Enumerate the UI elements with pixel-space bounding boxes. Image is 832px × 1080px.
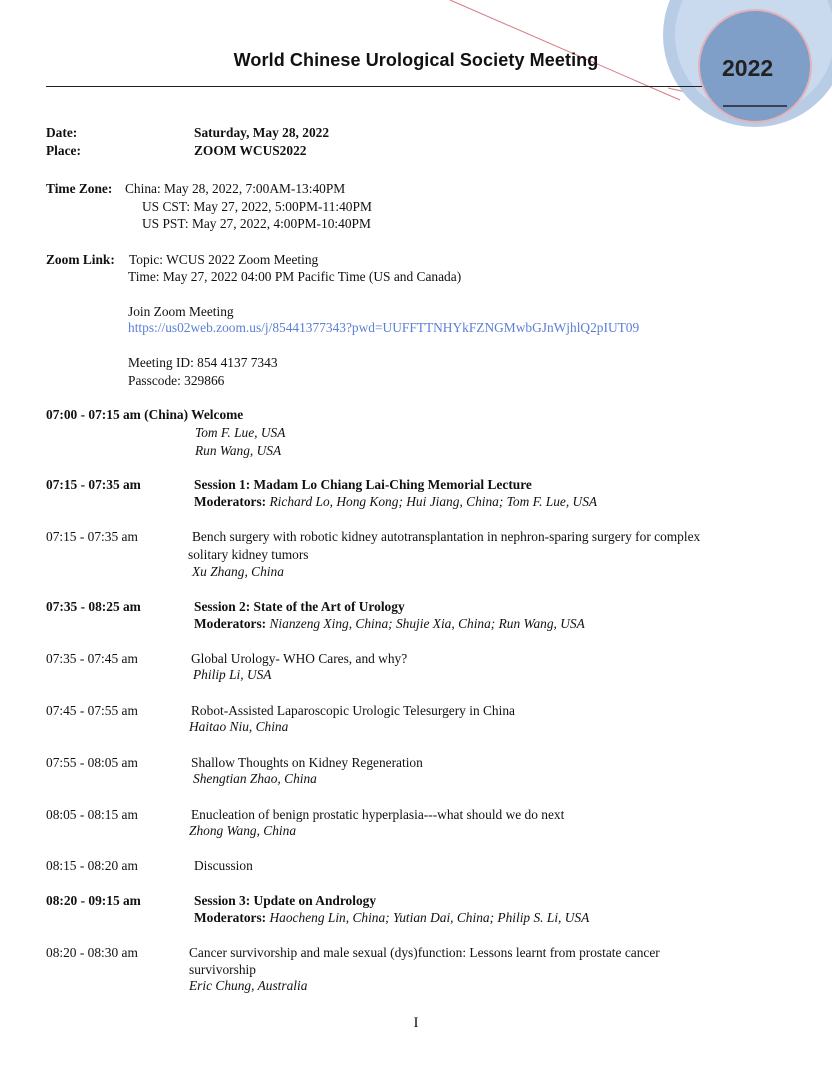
document-title: World Chinese Urological Society Meeting	[233, 50, 599, 70]
session-title: Session 1: Madam Lo Chiang Lai-Ching Memorial Lecture	[194, 477, 532, 492]
talk-speaker: Xu Zhang, China	[192, 564, 284, 579]
session-title: Session 2: State of the Art of Urology	[194, 599, 405, 614]
place-value: ZOOM WCUS2022	[194, 143, 307, 158]
moderators-names: Nianzeng Xing, China; Shujie Xia, China; Run Wang, USA	[269, 616, 585, 631]
talk-speaker: Eric Chung, Australia	[189, 978, 308, 993]
session-time: 07:35 - 08:25 am	[46, 599, 141, 614]
moderators-names: Richard Lo, Hong Kong; Hui Jiang, China; Tom F. Lue, USA	[269, 494, 598, 509]
timezone-cst: US CST: May 27, 2022, 5:00PM-11:40PM	[142, 199, 372, 214]
talk-time: 07:15 - 07:35 am	[46, 529, 138, 544]
date-label: Date:	[46, 125, 78, 140]
talk-title: Bench surgery with robotic kidney autotransplantation in nephron-sparing surgery for complex	[192, 529, 701, 544]
session-time: 07:15 - 07:35 am	[46, 477, 141, 492]
talk-speaker: Philip Li, USA	[193, 667, 272, 682]
talk-title: Global Urology- WHO Cares, and why?	[191, 651, 408, 666]
talk-title: Shallow Thoughts on Kidney Regeneration	[191, 755, 423, 770]
talk-time: 07:45 - 07:55 am	[46, 703, 138, 718]
zoom-topic: Topic: WCUS 2022 Zoom Meeting	[129, 252, 319, 267]
talk-time: 08:20 - 08:30 am	[46, 945, 138, 960]
date-value: Saturday, May 28, 2022	[194, 125, 330, 140]
year-badge: 2022	[722, 55, 774, 81]
talk-title: Discussion	[194, 858, 253, 873]
talk-title: solitary kidney tumors	[188, 547, 309, 562]
timezone-pst: US PST: May 27, 2022, 4:00PM-10:40PM	[142, 216, 371, 231]
place-label: Place:	[46, 143, 81, 158]
talk-time: 07:55 - 08:05 am	[46, 755, 138, 770]
talk-title: Cancer survivorship and male sexual (dys)function: Lessons learnt from prostate cancer	[189, 945, 660, 960]
talk-time: 08:05 - 08:15 am	[46, 807, 138, 822]
meeting-id: Meeting ID: 854 4137 7343	[128, 355, 278, 370]
session-title: Session 3: Update on Andrology	[194, 893, 377, 908]
session-moderators	[194, 615, 585, 633]
talk-title: survivorship	[189, 962, 256, 977]
welcome-heading: 07:00 - 07:15 am (China) Welcome	[46, 407, 244, 422]
talk-title: Robot-Assisted Laparoscopic Urologic Telesurgery in China	[191, 703, 515, 718]
session-time: 08:20 - 09:15 am	[46, 893, 141, 908]
moderators-label: Moderators:	[194, 494, 267, 509]
session-moderators	[194, 909, 589, 927]
timezone-label: Time Zone:	[46, 181, 113, 196]
moderators-label: Moderators:	[194, 910, 267, 925]
moderators-names: Haocheng Lin, China; Yutian Dai, China; Philip S. Li, USA	[269, 910, 590, 925]
talk-speaker: Haitao Niu, China	[189, 719, 289, 734]
title-divider	[46, 86, 702, 87]
welcome-speaker: Run Wang, USA	[195, 443, 282, 458]
talk-speaker: Zhong Wang, China	[189, 823, 297, 838]
talk-time: 08:15 - 08:20 am	[46, 858, 138, 873]
passcode: Passcode: 329866	[128, 373, 225, 388]
talk-title: Enucleation of benign prostatic hyperplasia---what should we do next	[191, 807, 565, 822]
session-moderators	[194, 493, 597, 511]
zoom-time: Time: May 27, 2022 04:00 PM Pacific Time (US and Canada)	[128, 269, 462, 284]
join-zoom-label: Join Zoom Meeting	[128, 304, 234, 319]
talk-speaker: Shengtian Zhao, China	[193, 771, 317, 786]
moderators-label: Moderators:	[194, 616, 267, 631]
page-number: I	[413, 1015, 419, 1031]
timezone-china: China: May 28, 2022, 7:00AM-13:40PM	[125, 181, 346, 196]
zoom-join-link[interactable]: https://us02web.zoom.us/j/85441377343?pwd=UUFFTTNHYkFZNGMwbGJnWjhlQ2pIUT09	[128, 320, 640, 335]
welcome-speaker: Tom F. Lue, USA	[195, 425, 286, 440]
talk-time: 07:35 - 07:45 am	[46, 651, 138, 666]
zoom-label: Zoom Link:	[46, 252, 115, 267]
